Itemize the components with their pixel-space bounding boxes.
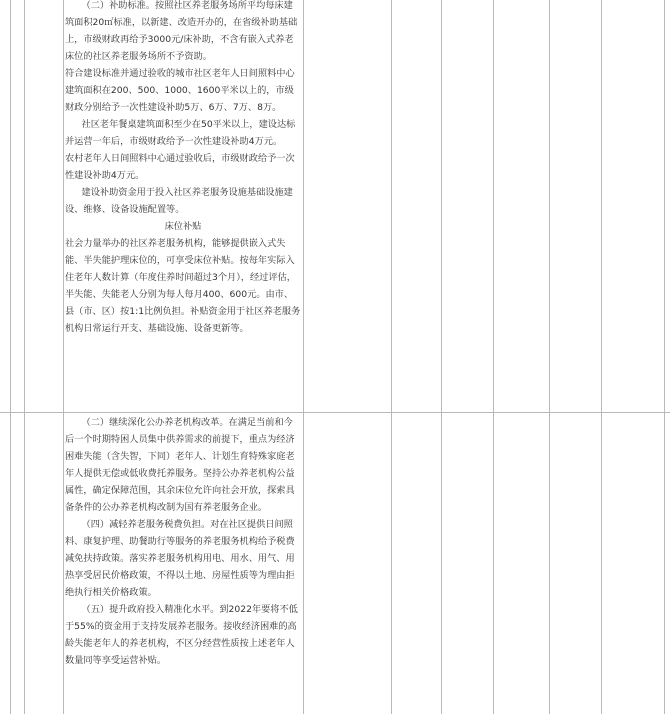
table-border-line — [24, 0, 25, 714]
bed-subsidy-paragraph: 社会力量举办的社区养老服务机构，能够提供嵌入式失能、半失能护理床位的，可享受床位补贴。按每年实际入住老年人数计算（年度住养时间超过3个月），经过评估，半失能、失能老人分别为每人每月400、600元。由市、县（市、区）按1:1比例负担。补贴资金用于社区养老服务机构日常运行开支、基础设施、设备更新等。 — [65, 238, 301, 334]
bed-subsidy-heading: 床位补贴 — [164, 221, 202, 232]
table-border-line — [441, 0, 442, 714]
table-row-divider — [0, 412, 670, 413]
meal-table-paragraph: 社区老年餐桌建筑面积至少在50平米以上，建设达标并运营一年后，市级财政给予一次性建设补助4万元。 — [65, 119, 296, 147]
government-investment-paragraph: （五）提升政府投入精准化水平。到2022年要将不低于55%的资金用于支持发展养老服务。接收经济困难的高龄失能老年人的养老机构，不区分经营性质按上述老年人数量同等享受运营补贴。 — [65, 604, 298, 666]
table-border-line — [601, 0, 602, 714]
table-border-line — [391, 0, 392, 714]
table-border-line — [303, 0, 304, 714]
table-border-line — [10, 0, 11, 714]
subsidy-standard-paragraph: （二）补助标准。按照社区养老服务场所平均每床建筑面积20㎡标准，以新建、改造开办的，在省级补助基础上，市级财政再给予3000元/床补助，不含有嵌入式养老床位的社区养老服务场所不予资助。 — [65, 0, 298, 62]
fund-usage-paragraph: 建设补助资金用于投入社区养老服务设施基础设施建设、维修、设备设施配置等。 — [65, 187, 293, 215]
tax-reduction-paragraph: （四）减轻养老服务税费负担。对在社区提供日间照料、康复护理、助餐助行等服务的养老服务机构给予税费减免扶持政策。落实养老服务机构用电、用水、用气、用热享受居民价格政策，不得以土地、房屋性质等为理由拒绝执行相关价格政策。 — [65, 519, 295, 598]
table-border-line — [63, 0, 64, 714]
public-institution-reform-paragraph: （二）继续深化公办养老机构改革。在满足当前和今后一个时期特困人员集中供养需求的前提下，重点为经济困难失能（含失智，下同）老年人、计划生育特殊家庭老年人提供无偿或低收费托养服务。坚持公办养老机构公益属性，确定保障范围，其余床位允许向社会开放，探索具备条件的公办养老机构改制为国有养老服务企业。 — [65, 417, 295, 513]
policy-content-cell — [65, 414, 301, 669]
table-border-line — [664, 0, 665, 714]
rural-day-care-paragraph: 农村老年人日间照料中心通过验收后，市级财政给予一次性建设补助4万元。 — [65, 153, 295, 181]
day-care-center-paragraph: 符合建设标准并通过验收的城市社区老年人日间照料中心建筑面积在200、500、1000、1600平米以上的，市级财政分别给予一次性建设补助5万、6万、7万、8万。 — [65, 68, 295, 113]
table-border-line — [493, 0, 494, 714]
table-border-line — [549, 0, 550, 714]
policy-content-cell — [65, 0, 301, 337]
